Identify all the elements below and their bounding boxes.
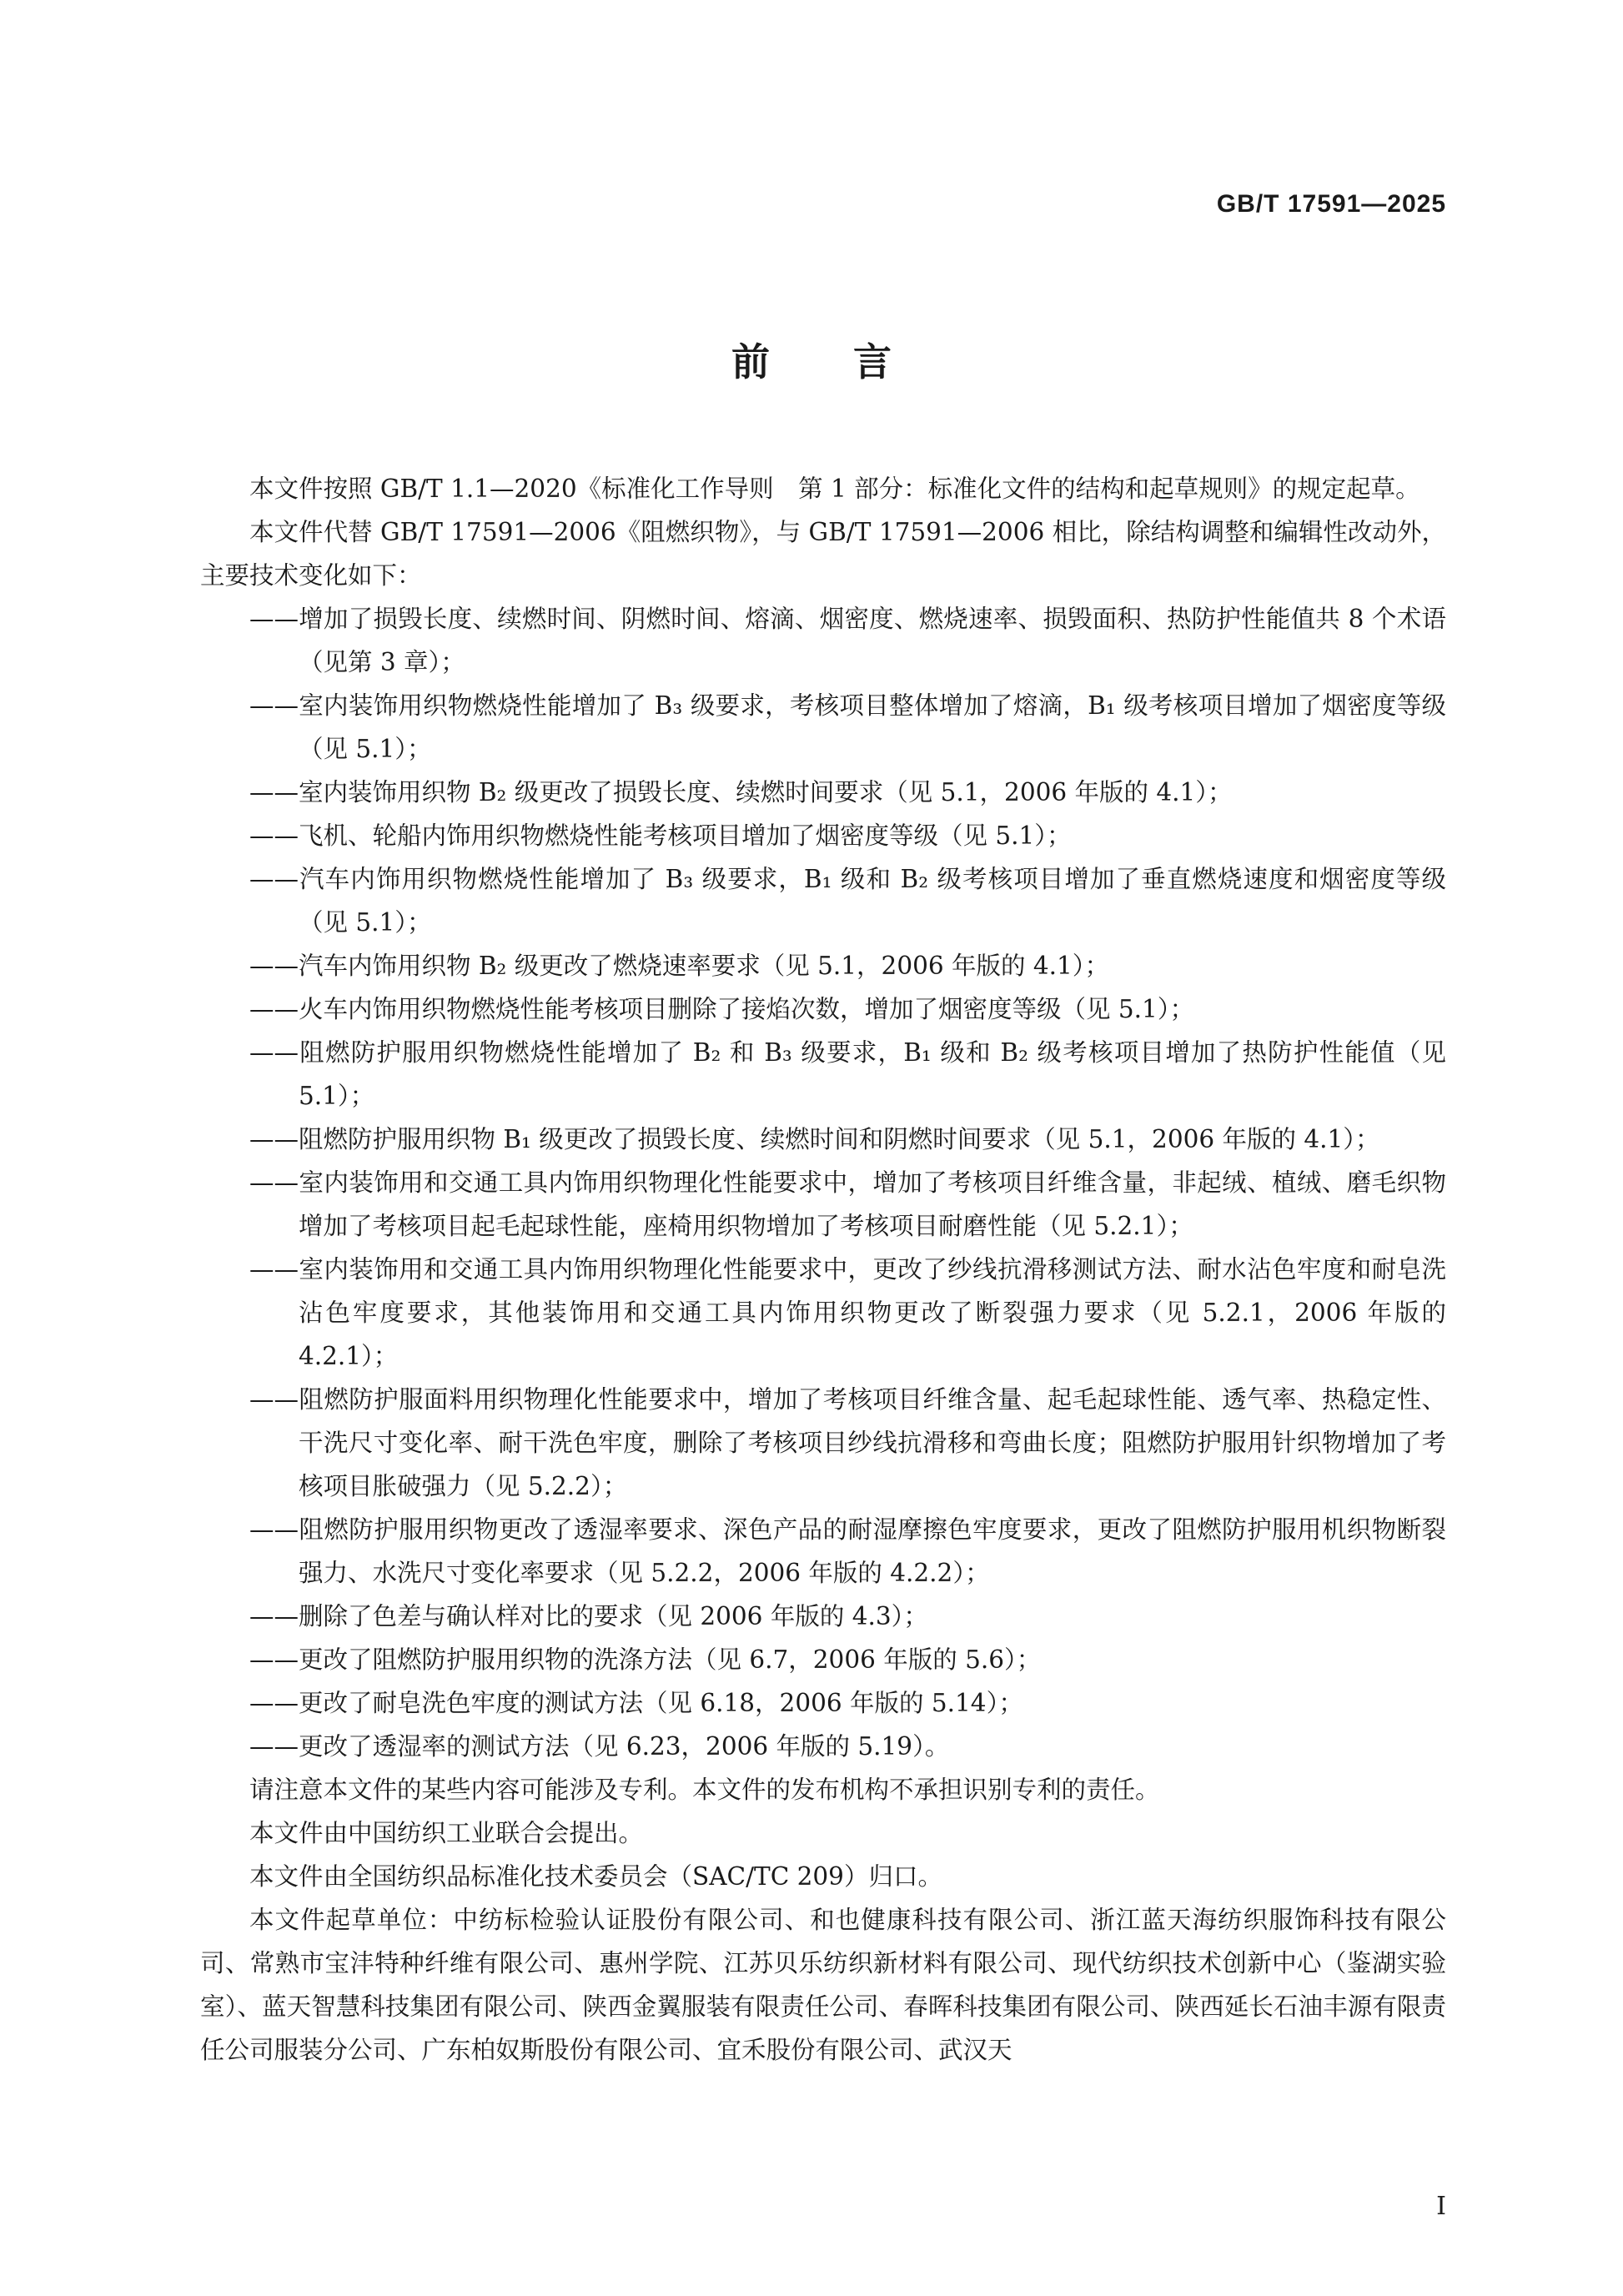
list-item: ——汽车内饰用织物 B₂ 级更改了燃烧速率要求（见 5.1，2006 年版的 4.1）； xyxy=(249,952,1110,980)
list-item: ——更改了阻燃防护服用织物的洗涤方法（见 6.7，2006 年版的 5.6）； xyxy=(249,1645,1042,1674)
list-item: ——阻燃防护服面料用织物理化性能要求中，增加了考核项目纤维含量、起毛起球性能、透气率、热稳定性、干洗尺寸变化率、耐干洗色牢度，删除了考核项目纱线抗滑移和弯曲长度；阻燃防护服用针织物增加了考核项目胀破强力（见 5.2.2）； xyxy=(249,1385,1446,1500)
list-item: ——阻燃防护服用织物 B₁ 级更改了损毁长度、续燃时间和阴燃时间要求（见 5.1，2006 年版的 4.1）； xyxy=(249,1125,1380,1153)
standard-number: GB/T 17591—2025 xyxy=(1216,190,1446,218)
paragraph-patent-notice: 请注意本文件的某些内容可能涉及专利。本文件的发布机构不承担识别专利的责任。 xyxy=(249,1776,1160,1804)
title-part-2: 言 xyxy=(853,339,892,384)
list-item: ——增加了损毁长度、续燃时间、阴燃时间、熔滴、烟密度、燃烧速率、损毁面积、热防护性能值共 8 个术语（见第 3 章）； xyxy=(249,605,1446,676)
list-item: ——室内装饰用和交通工具内饰用织物理化性能要求中，增加了考核项目纤维含量，非起绒、植绒、磨毛织物增加了考核项目起毛起球性能，座椅用织物增加了考核项目耐磨性能（见 5.2.1）； xyxy=(249,1168,1446,1240)
list-item: ——火车内饰用织物燃烧性能考核项目删除了接焰次数，增加了烟密度等级（见 5.1）； xyxy=(249,995,1195,1023)
list-item: ——更改了耐皂洗色牢度的测试方法（见 6.18，2006 年版的 5.14）； xyxy=(249,1689,1023,1717)
list-item: ——飞机、轮船内饰用织物燃烧性能考核项目增加了烟密度等级（见 5.1）； xyxy=(249,821,1072,850)
list-item: ——阻燃防护服用织物燃烧性能增加了 B₂ 和 B₃ 级要求，B₁ 级和 B₂ 级考核项目增加了热防护性能值（见 5.1）； xyxy=(249,1038,1446,1110)
foreword-body xyxy=(200,467,1446,2072)
paragraph-drafting-units: 本文件起草单位：中纺标检验认证股份有限公司、和也健康科技有限公司、浙江蓝天海纺织服饰科技有限公司、常熟市宝沣特种纤维有限公司、惠州学院、江苏贝乐纺织新材料有限公司、现代纺织技术创新中心（鉴湖实验室）、蓝天智慧科技集团有限公司、陕西金翼服装有限责任公司、春晖科技集团有限公司、陕西延长石油丰源有限责任公司服装分公司、广东柏奴斯股份有限公司、宜禾股份有限公司、武汉天 xyxy=(200,1906,1446,2064)
paragraph-drafting-rules: 本文件按照 GB/T 1.1—2020《标准化工作导则 第 1 部分：标准化文件的结构和起草规则》的规定起草。 xyxy=(249,475,1420,503)
list-item: ——室内装饰用和交通工具内饰用织物理化性能要求中，更改了纱线抗滑移测试方法、耐水沾色牢度和耐皂洗沾色牢度要求，其他装饰用和交通工具内饰用织物更改了断裂强力要求（见 5.2.1，2006 年版的 4.2.1）； xyxy=(249,1255,1446,1370)
paragraph-replacement: 本文件代替 GB/T 17591—2006《阻燃织物》，与 GB/T 17591—2006 相比，除结构调整和编辑性改动外，主要技术变化如下： xyxy=(200,518,1446,590)
page-number: I xyxy=(1436,2192,1446,2221)
title-part-1: 前 xyxy=(731,339,770,384)
list-item: ——删除了色差与确认样对比的要求（见 2006 年版的 4.3）； xyxy=(249,1602,928,1630)
paragraph-technical-committee: 本文件由全国纺织品标准化技术委员会（SAC/TC 209）归口。 xyxy=(249,1862,942,1891)
list-item: ——汽车内饰用织物燃烧性能增加了 B₃ 级要求，B₁ 级和 B₂ 级考核项目增加了垂直燃烧速度和烟密度等级（见 5.1）； xyxy=(249,865,1446,937)
list-item: ——室内装饰用织物 B₂ 级更改了损毁长度、续燃时间要求（见 5.1，2006 年版的 4.1）； xyxy=(249,778,1233,806)
list-item: ——更改了透湿率的测试方法（见 6.23，2006 年版的 5.19）。 xyxy=(249,1732,950,1761)
list-item: ——阻燃防护服用织物更改了透湿率要求、深色产品的耐湿摩擦色牢度要求，更改了阻燃防护服用机织物断裂强力、水洗尺寸变化率要求（见 5.2.2，2006 年版的 4.2.2）； xyxy=(249,1515,1446,1587)
page-title xyxy=(0,332,1623,387)
paragraph-proposer: 本文件由中国纺织工业联合会提出。 xyxy=(249,1819,644,1847)
list-item: ——室内装饰用织物燃烧性能增加了 B₃ 级要求，考核项目整体增加了熔滴，B₁ 级考核项目增加了烟密度等级（见 5.1）； xyxy=(249,691,1446,763)
